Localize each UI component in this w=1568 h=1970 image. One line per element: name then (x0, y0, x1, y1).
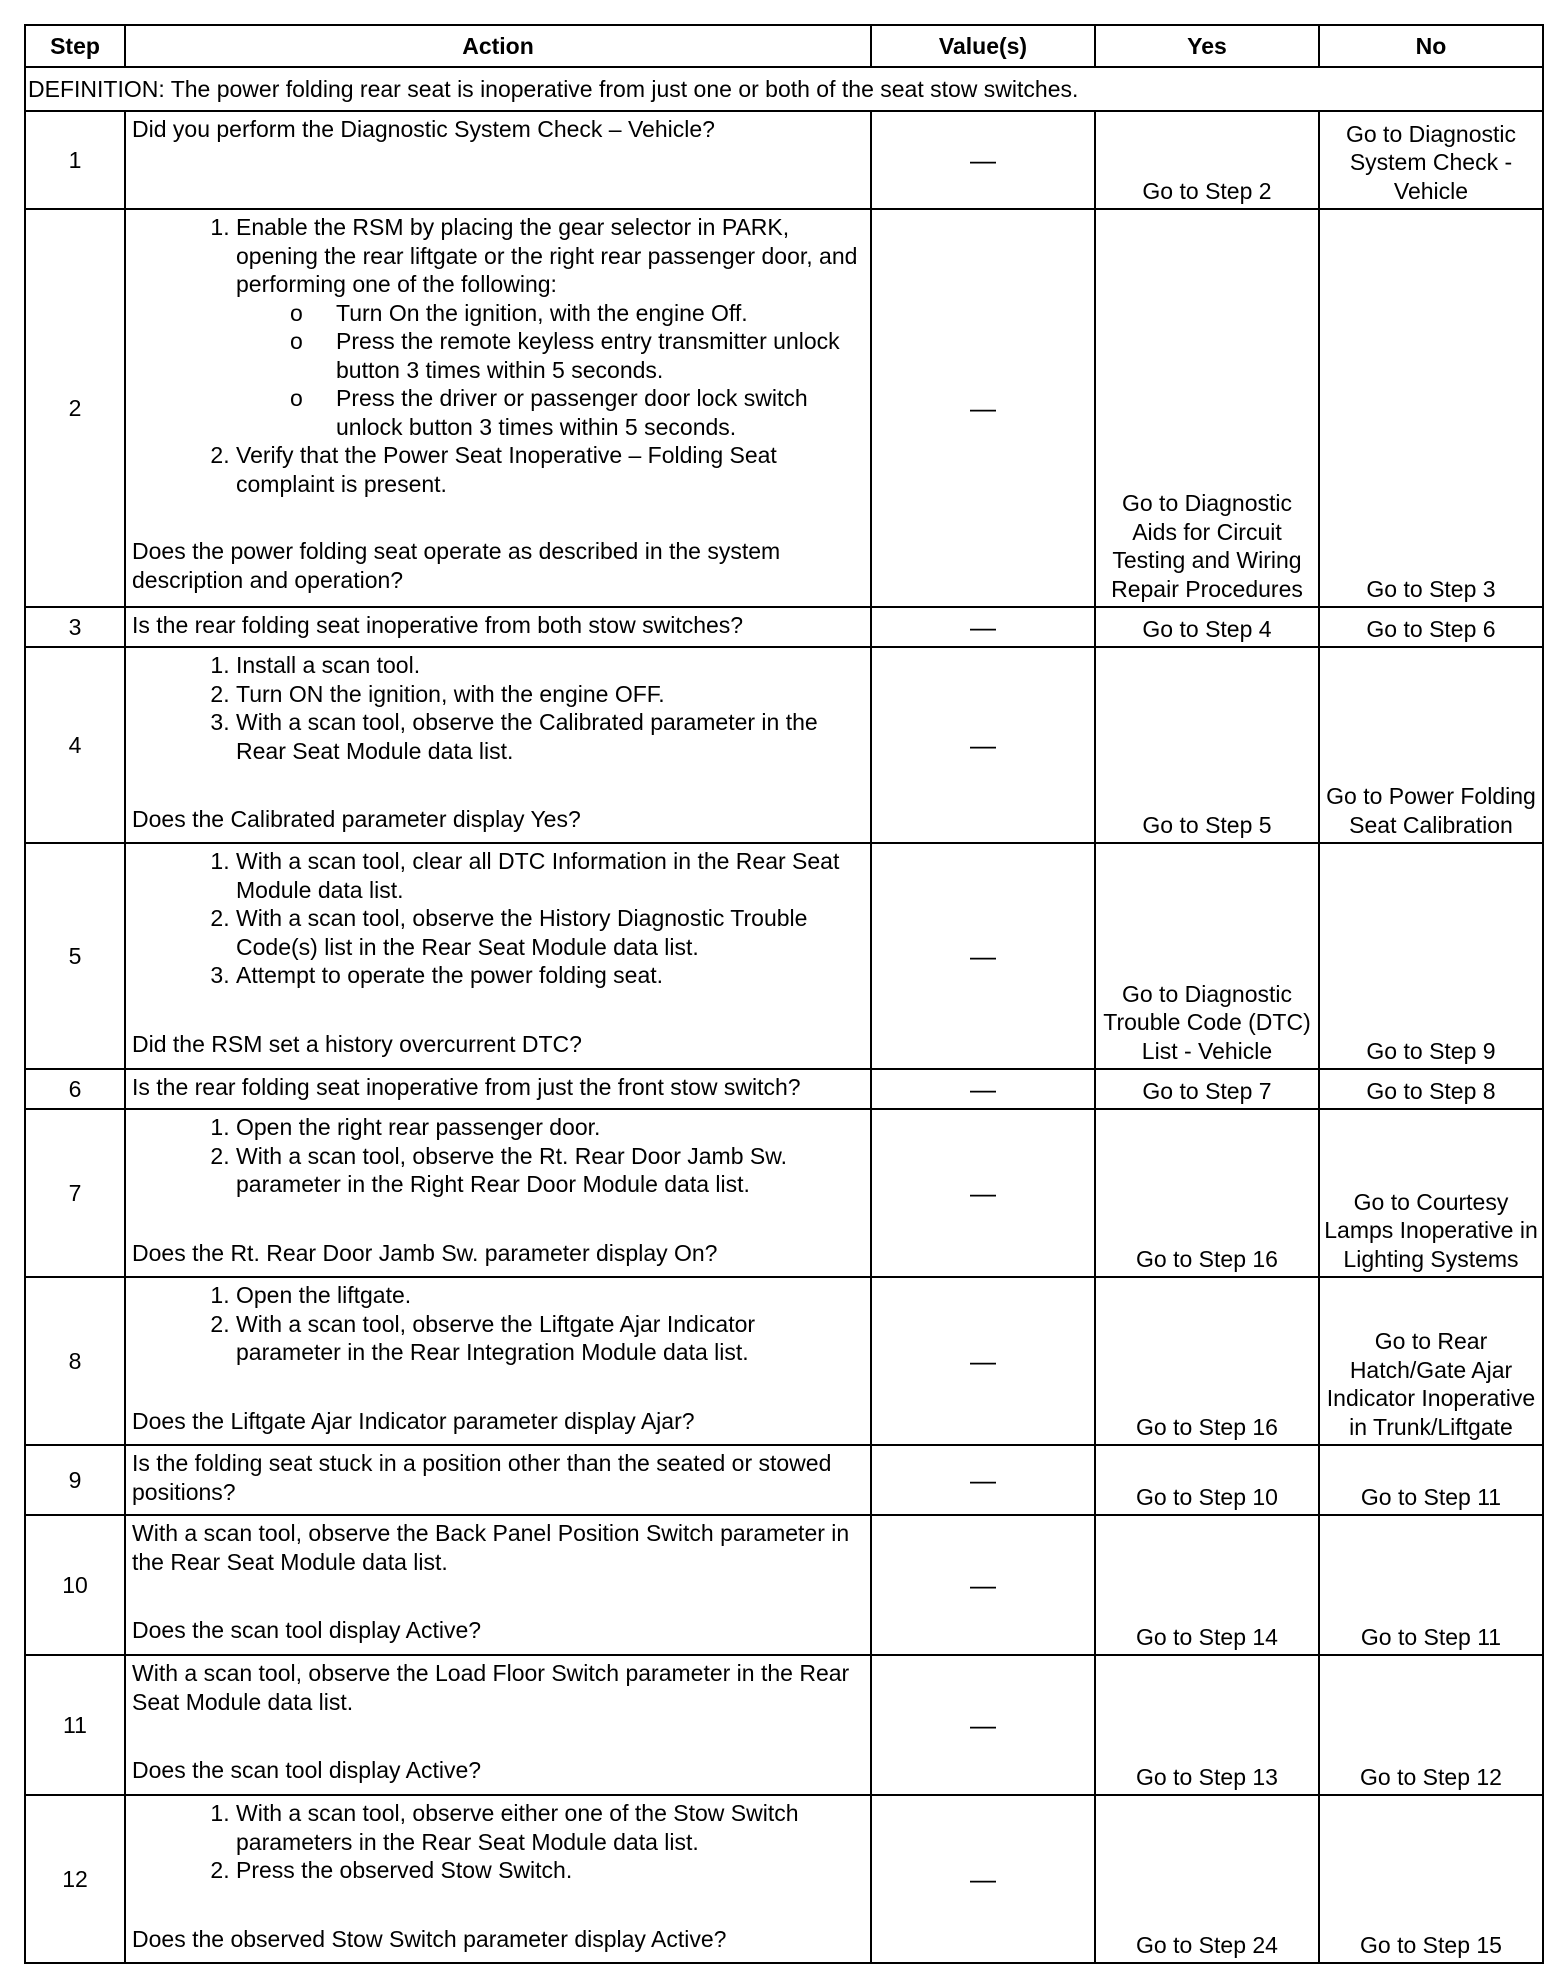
diagnostic-table (24, 24, 1544, 1964)
action-cell (125, 1655, 871, 1795)
no-result: Go to Step 12 (1319, 1655, 1543, 1795)
action-cell (125, 1515, 871, 1655)
list-item (236, 213, 866, 441)
sub-list (236, 299, 866, 442)
action-cell (125, 843, 871, 1069)
list-item: 1. With a scan tool, clear all DTC Information in the Rear Seat Module data list. (236, 847, 866, 904)
header-yes: Yes (1095, 25, 1319, 67)
question-text: Does the Calibrated parameter display Yes? (132, 806, 581, 832)
question-text: Does the power folding seat operate as described in the system description and operation? (132, 538, 781, 593)
list-item: 2. Turn ON the ignition, with the engine OFF. (236, 680, 866, 709)
value-cell: — (871, 1795, 1095, 1963)
list-item: 1. With a scan tool, observe either one of the Stow Switch parameters in the Rear Seat Module data list. (236, 1799, 866, 1856)
no-result: Go to Courtesy Lamps Inoperative in Lighting Systems (1319, 1109, 1543, 1277)
list-item: 1. Open the right rear passenger door. (236, 1113, 866, 1142)
value-cell: — (871, 647, 1095, 843)
list-item: 2. Press the observed Stow Switch. (236, 1856, 866, 1885)
action-cell (125, 209, 871, 607)
list-item: 3. Attempt to operate the power folding seat. (236, 961, 866, 990)
no-result: Go to Step 11 (1319, 1445, 1543, 1515)
table-row (25, 607, 1543, 647)
action-text: Is the rear folding seat inoperative from both stow switches? (125, 607, 871, 647)
action-text: Is the rear folding seat inoperative from just the front stow switch? (125, 1069, 871, 1109)
diagnostic-table-document (24, 24, 1542, 1964)
table-row (25, 1655, 1543, 1795)
question-text: Does the observed Stow Switch parameter display Active? (132, 1925, 727, 1952)
table-row (25, 1515, 1543, 1655)
yes-result: Go to Step 24 (1095, 1795, 1319, 1963)
yes-result: Go to Step 16 (1095, 1109, 1319, 1277)
value-cell: — (871, 1515, 1095, 1655)
yes-result: Go to Step 7 (1095, 1069, 1319, 1109)
list-item: 1. Open the liftgate. (236, 1281, 866, 1310)
list-item: 2. With a scan tool, observe the Liftgate Ajar Indicator parameter in the Rear Integration Module data list. (236, 1310, 866, 1367)
header-row (25, 25, 1543, 67)
value-cell: — (871, 843, 1095, 1069)
header-values: Value(s) (871, 25, 1095, 67)
yes-result: Go to Step 16 (1095, 1277, 1319, 1445)
question-text: Did the RSM set a history overcurrent DTC? (132, 1030, 582, 1057)
action-list (132, 1799, 866, 1885)
step-number: 9 (25, 1445, 125, 1515)
step-number: 4 (25, 647, 125, 843)
action-cell (125, 647, 871, 843)
header-step: Step (25, 25, 125, 67)
step-number: 10 (25, 1515, 125, 1655)
list-item: 2. With a scan tool, observe the History Diagnostic Trouble Code(s) list in the Rear Seat Module data list. (236, 904, 866, 961)
header-no: No (1319, 25, 1543, 67)
sub-list-item: o Press the driver or passenger door lock switch unlock button 3 times within 5 seconds. (336, 384, 866, 441)
action-list (132, 651, 866, 765)
table-row (25, 647, 1543, 843)
table-row (25, 843, 1543, 1069)
table-row (25, 1109, 1543, 1277)
no-result: Go to Power Folding Seat Calibration (1319, 647, 1543, 843)
action-text: With a scan tool, observe the Load Floor Switch parameter in the Rear Seat Module data list. (132, 1660, 850, 1715)
step-number: 12 (25, 1795, 125, 1963)
action-text: Did you perform the Diagnostic System Check – Vehicle? (125, 111, 871, 209)
question-text: Does the scan tool display Active? (132, 1617, 482, 1643)
action-list (132, 1281, 866, 1367)
no-result: Go to Rear Hatch/Gate Ajar Indicator Inoperative in Trunk/Liftgate (1319, 1277, 1543, 1445)
table-row (25, 1277, 1543, 1445)
list-item: 2. With a scan tool, observe the Rt. Rear Door Jamb Sw. parameter in the Right Rear Door Module data list. (236, 1142, 866, 1199)
step-number: 6 (25, 1069, 125, 1109)
step-number: 1 (25, 111, 125, 209)
header-action: Action (125, 25, 871, 67)
sub-list-item: o Turn On the ignition, with the engine Off. (336, 299, 866, 328)
list-item: 3. With a scan tool, observe the Calibrated parameter in the Rear Seat Module data list. (236, 708, 866, 765)
no-result: Go to Step 9 (1319, 843, 1543, 1069)
no-result: Go to Step 6 (1319, 607, 1543, 647)
question-text: Does the scan tool display Active? (132, 1757, 482, 1783)
table-row (25, 209, 1543, 607)
action-text: With a scan tool, observe the Back Panel Position Switch parameter in the Rear Seat Module data list. (132, 1520, 850, 1575)
action-cell (125, 1109, 871, 1277)
value-cell: — (871, 1445, 1095, 1515)
definition-row (25, 67, 1543, 111)
action-cell (125, 1795, 871, 1963)
action-cell (125, 1277, 871, 1445)
list-item: 2. Verify that the Power Seat Inoperative – Folding Seat complaint is present. (236, 441, 866, 498)
no-result: Go to Step 11 (1319, 1515, 1543, 1655)
action-list (132, 213, 866, 498)
action-text: Is the folding seat stuck in a position other than the seated or stowed positions? (125, 1445, 871, 1515)
step-number: 3 (25, 607, 125, 647)
yes-result: Go to Step 14 (1095, 1515, 1319, 1655)
yes-result: Go to Step 2 (1095, 111, 1319, 209)
value-cell: — (871, 1655, 1095, 1795)
table-row (25, 111, 1543, 209)
step-number: 2 (25, 209, 125, 607)
step-number: 7 (25, 1109, 125, 1277)
yes-result: Go to Step 10 (1095, 1445, 1319, 1515)
no-result: Go to Step 8 (1319, 1069, 1543, 1109)
sub-list-item: o Press the remote keyless entry transmitter unlock button 3 times within 5 seconds. (336, 327, 866, 384)
value-cell: — (871, 607, 1095, 647)
list-item-text: Enable the RSM by placing the gear selector in PARK, opening the rear liftgate or the right rear passenger door, and performing one of the following: (236, 214, 858, 297)
action-list (132, 847, 866, 990)
question-text: Does the Liftgate Ajar Indicator parameter display Ajar? (132, 1407, 695, 1434)
value-cell: — (871, 1109, 1095, 1277)
yes-result: Go to Step 4 (1095, 607, 1319, 647)
value-cell: — (871, 1069, 1095, 1109)
action-list (132, 1113, 866, 1199)
no-result: Go to Step 15 (1319, 1795, 1543, 1963)
list-item: 1. Install a scan tool. (236, 651, 866, 680)
yes-result: Go to Step 5 (1095, 647, 1319, 843)
table-row (25, 1069, 1543, 1109)
table-row (25, 1445, 1543, 1515)
value-cell: — (871, 209, 1095, 607)
definition-text: DEFINITION: The power folding rear seat is inoperative from just one or both of the seat stow switches. (25, 67, 1543, 111)
table-row (25, 1795, 1543, 1963)
no-result: Go to Diagnostic System Check - Vehicle (1319, 111, 1543, 209)
step-number: 5 (25, 843, 125, 1069)
step-number: 11 (25, 1655, 125, 1795)
value-cell: — (871, 1277, 1095, 1445)
yes-result: Go to Step 13 (1095, 1655, 1319, 1795)
no-result: Go to Step 3 (1319, 209, 1543, 607)
step-number: 8 (25, 1277, 125, 1445)
yes-result: Go to Diagnostic Trouble Code (DTC) List - Vehicle (1095, 843, 1319, 1069)
value-cell: — (871, 111, 1095, 209)
question-text: Does the Rt. Rear Door Jamb Sw. parameter display On? (132, 1239, 718, 1266)
yes-result: Go to Diagnostic Aids for Circuit Testing and Wiring Repair Procedures (1095, 209, 1319, 607)
